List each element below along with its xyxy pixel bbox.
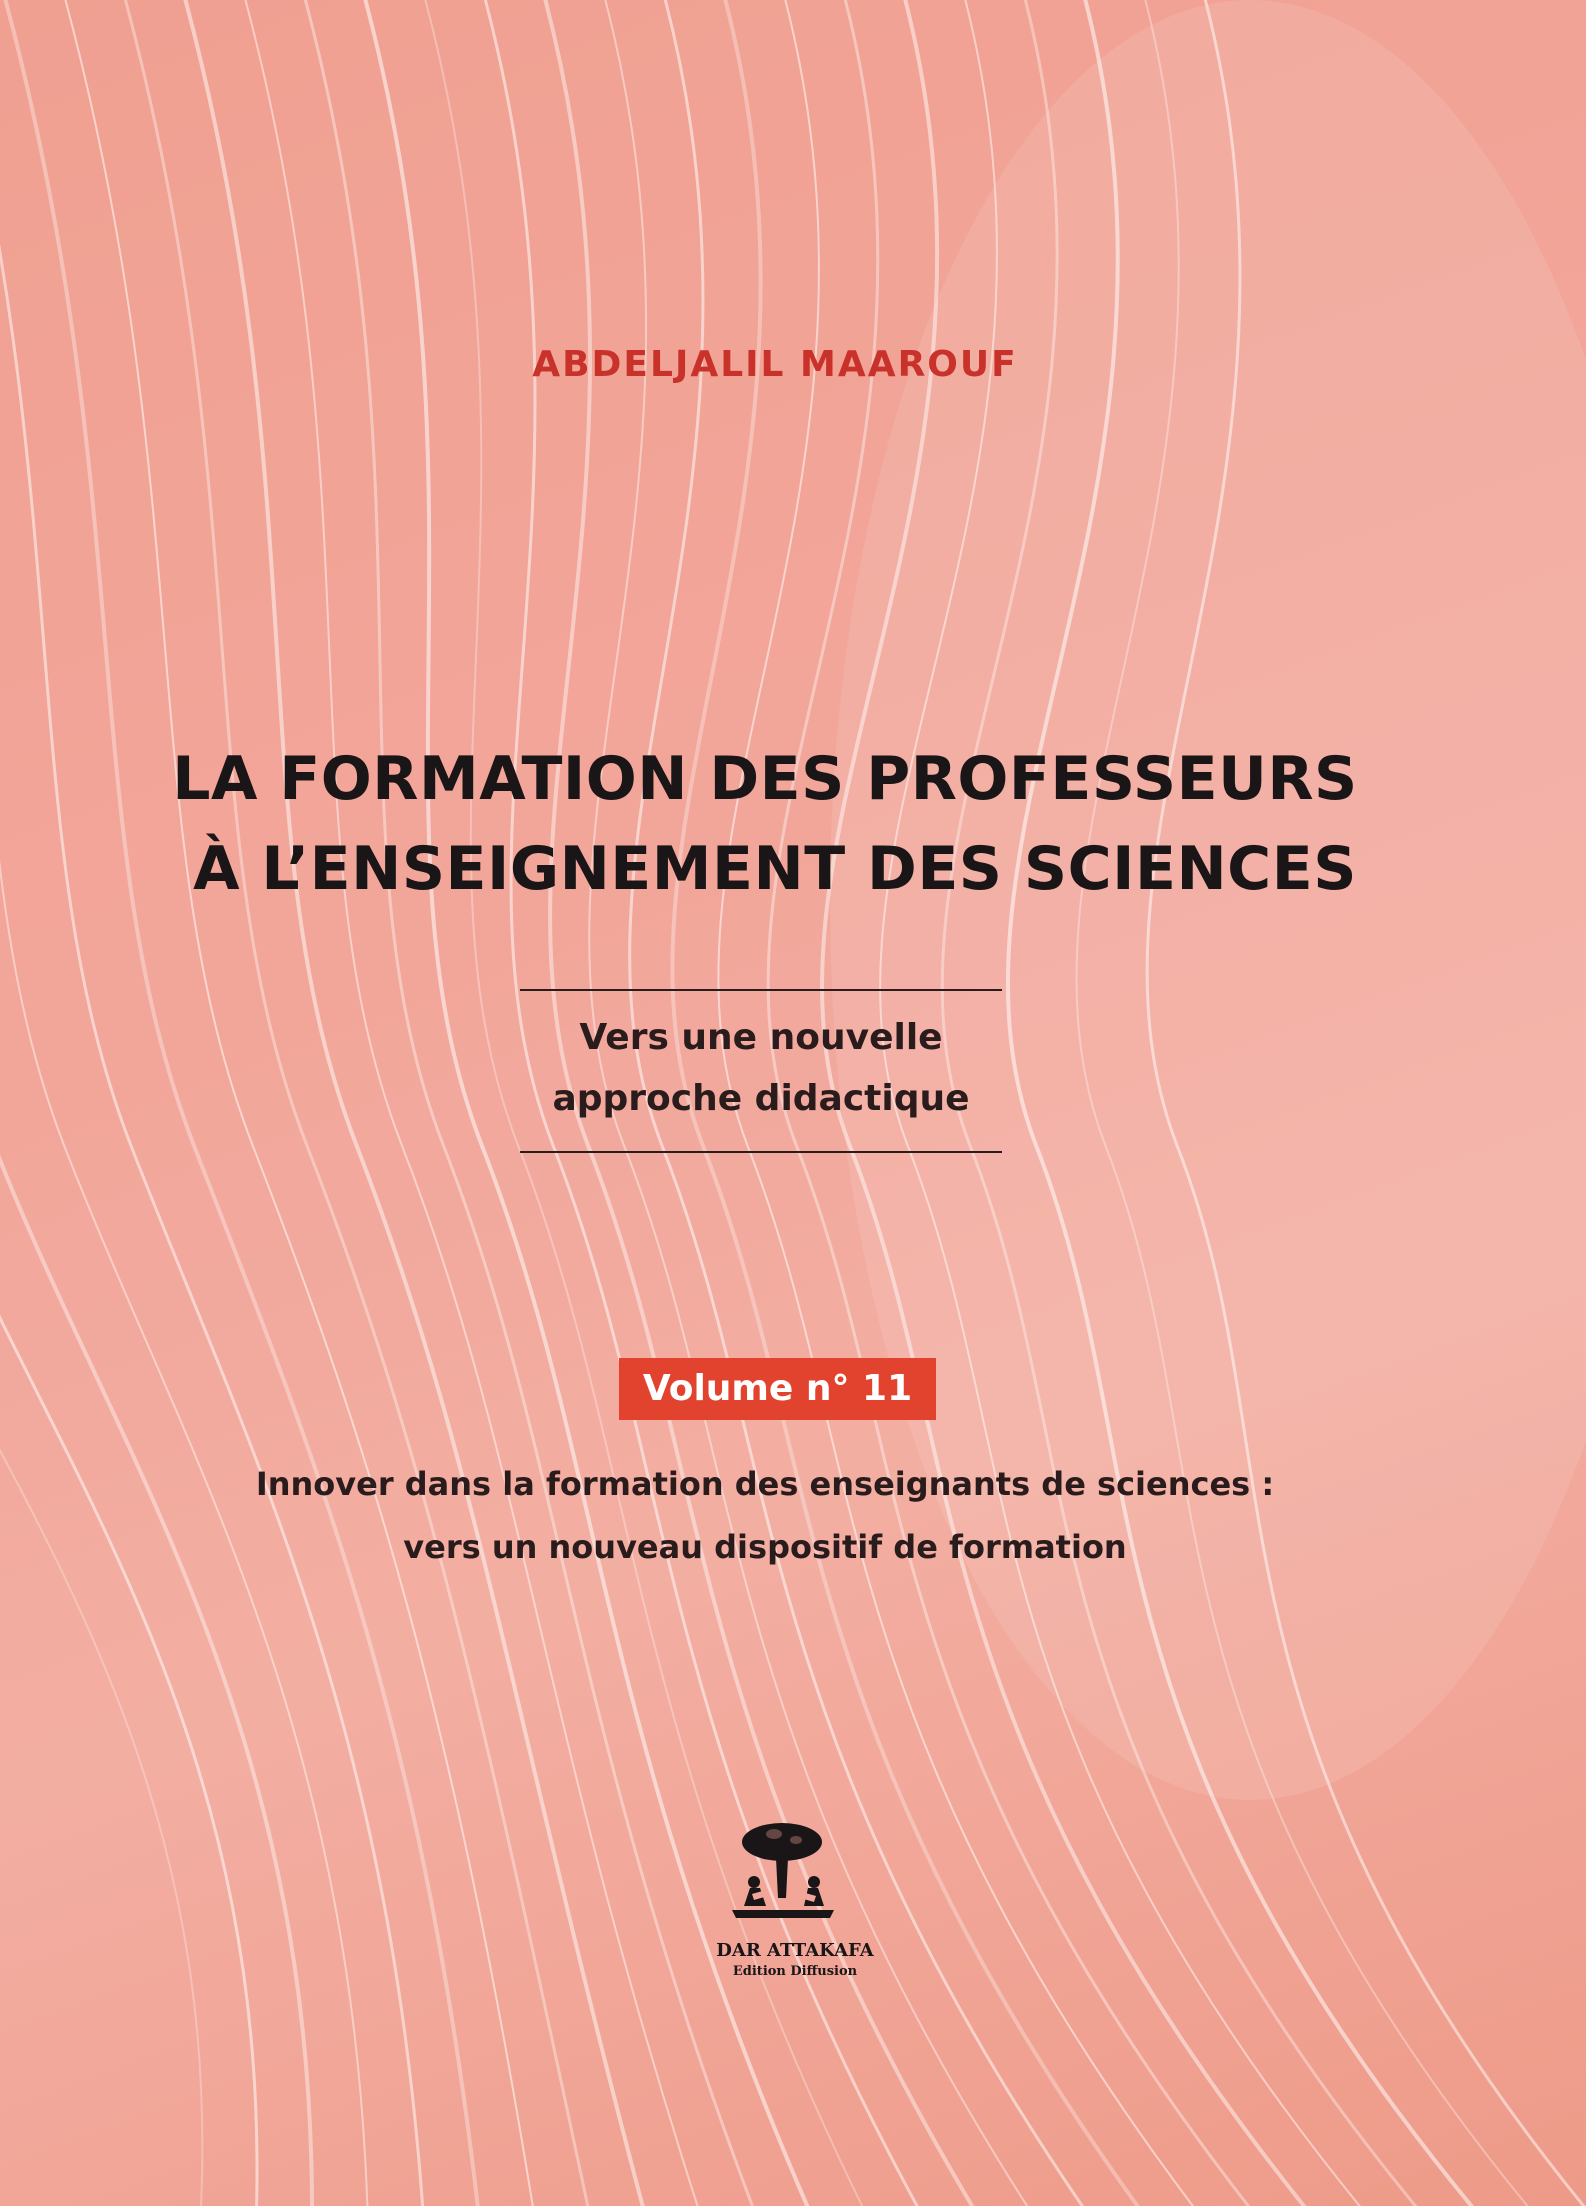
book-title-line-1: LA FORMATION DES PROFESSEURS — [172, 744, 1358, 814]
subtitle-line-2: approche didactique — [552, 1078, 970, 1119]
wave-line — [60, 0, 536, 2206]
wave-line — [0, 0, 312, 2206]
subtitle-line-1: Vers une nouvelle — [579, 1017, 943, 1058]
publisher-logo-icon — [722, 1820, 872, 1930]
publisher-tagline: Edition Diffusion — [732, 1964, 858, 1979]
subtitle-rule-bottom — [520, 1151, 1002, 1153]
wave-line — [0, 0, 368, 2206]
volume-badge: Volume n° 11 — [619, 1358, 936, 1420]
subtitle-rule-top — [520, 989, 1002, 991]
wave-line — [0, 0, 480, 2206]
wave-line — [0, 0, 202, 2206]
wave-line — [0, 0, 424, 2206]
description-line-1: Innover dans la formation des enseignants de sciences : — [255, 1465, 1275, 1503]
description-line-2: vers un nouveau dispositif de formation — [403, 1528, 1127, 1566]
wave-line — [0, 0, 257, 2206]
author-name: ABDELJALIL MAAROUF — [532, 344, 1018, 385]
publisher-name: DAR ATTAKAFA — [716, 1940, 874, 1961]
book-title-line-2: À L’ENSEIGNEMENT DES SCIENCES — [193, 834, 1357, 904]
